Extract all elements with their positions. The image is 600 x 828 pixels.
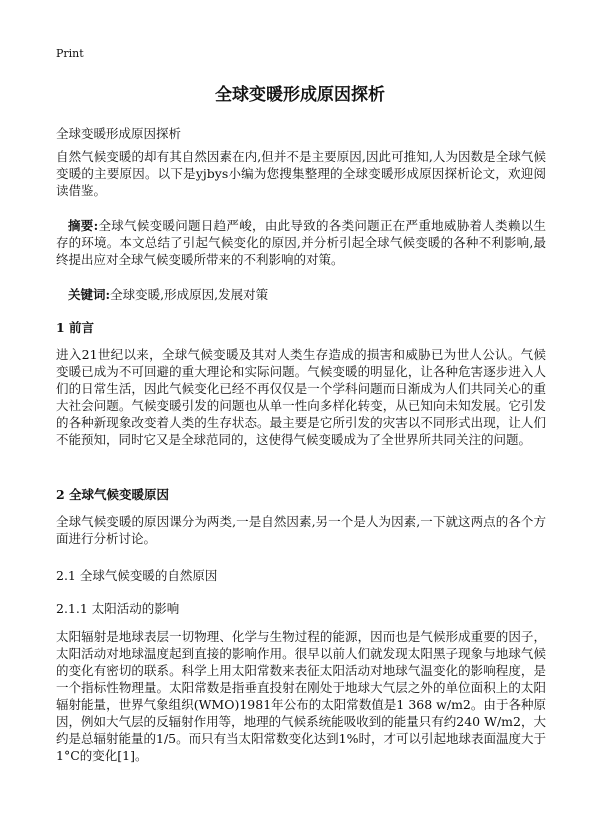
keywords-label: 关键词: — [68, 287, 111, 302]
section2-heading: 2 全球气候变暖原因 — [56, 487, 170, 502]
abstract-text: 全球气候变暖问题日趋严峻，由此导致的各类问题正在严重地威胁着人类赖以生存的环境。本文总结了引起气候变化的原因,并分析引起全球气候变暖的各种不利影响,最终提出应对全球气候变暖所带来的不利影响的对策。 — [56, 218, 546, 267]
section2-1-1-heading: 2.1.1 太阳活动的影响 — [56, 601, 180, 616]
subtitle: 全球变暖形成原因探析 — [56, 126, 182, 141]
keywords-text: 全球变暖,形成原因,发展对策 — [110, 287, 269, 302]
section2-1-heading: 2.1 全球气候变暖的自然原因 — [56, 568, 218, 583]
section1-paragraph: 进入21世纪以来，全球气候变暖及其对人类生存造成的损害和威胁已为世人公认。气候变暖已成为不可回避的重大理论和实际问题。气候变暖的明显化，让各种危害逐步进入人们的日常生活，因此气候变化已经不再仅仅是一个学科问题而日渐成为人们共同关心的重大社会问题。气候变暖引发的问题也从单一性向多样化转变，从已知向未知发展。它引发的各种新现象改变着人类的生存状态。最主要是它所引发的灾害以不同形式出现，让人们不能预知，同时它又是全球范同的，这使得气候变暖成为了全世界所共同关注的问题。 — [56, 347, 546, 447]
intro-paragraph: 自然气候变暖的却有其自然因素在内,但并不是主要原因,因此可推知,人为因数是全球气候变暖的主要原因。以下是yjbys小编为您搜集整理的全球变暖形成原因探析论文，欢迎阅读借鉴。 — [56, 149, 546, 198]
section2-paragraph: 全球气候变暖的原因课分为两类,一是自然因素,另一个是人为因素,一下就这两点的各个方面进行分析讨论。 — [56, 514, 546, 546]
abstract-label: 摘要: — [68, 218, 99, 233]
keywords-paragraph — [56, 286, 546, 303]
print-label[interactable]: Print — [56, 47, 84, 60]
page-title: 全球变暖形成原因探析 — [215, 85, 385, 105]
section2-1-1-paragraph: 太阳辐射是地球表层一切物理、化学与生物过程的能源，因而也是气候形成重要的因子，太阳活动对地球温度起到直接的影响作用。很早以前人们就发现太阳黑子现象与地球气候的变化有密切的联系。科学上用太阳常数来表征太阳活动对地球气温变化的影响程度，是一个指标性物理量。太阳常数是指垂直投射在刚处于地球大气层之外的单位面积上的太阳辐射能量，世界气象组织(WMO)1981年公布的太阳常数值是1 368 w/m2。由于各种原因，例如大气层的反辐射作用等，地理的气候系统能吸收到的能量只有约240 W/m2，大约是总辐射能量的1/5。而只有当太阳常数变化达到1%时，才可以引起地球表面温度大于1°C的变化[1]。 — [56, 629, 546, 763]
section1-heading: 1 前言 — [56, 320, 95, 335]
abstract-paragraph — [56, 217, 546, 268]
